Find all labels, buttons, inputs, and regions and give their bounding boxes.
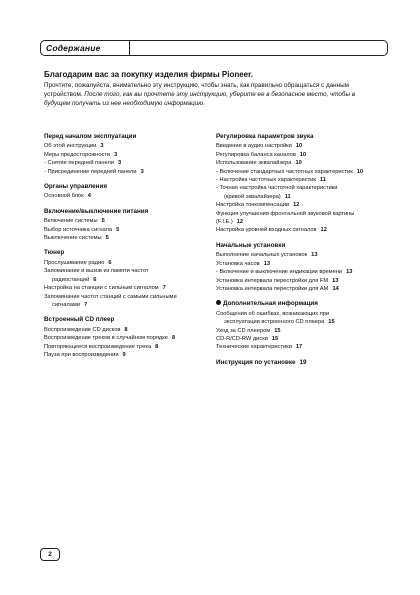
toc-page-number: 19: [299, 358, 307, 366]
toc-page-number: 5: [105, 235, 109, 242]
toc-entry-text: Регулировка баланса каналов: [216, 151, 296, 158]
toc-page-number: 3: [114, 151, 118, 158]
toc-section: [44, 316, 214, 359]
toc-entry-text: - Включение и выключение индикации времени: [216, 269, 343, 276]
toc-entry[interactable]: [216, 335, 386, 343]
toc-section: [216, 359, 386, 367]
toc-page-number: 10: [295, 160, 302, 167]
toc-section: [216, 300, 386, 351]
toc-page-number: 15: [271, 335, 279, 342]
toc-page-number: 11: [284, 193, 291, 200]
toc-entry[interactable]: [44, 226, 214, 234]
toc-page-number: 7: [83, 301, 88, 308]
toc-entry-text: Использование эквалайзера: [216, 160, 292, 167]
toc-page-number: 8: [124, 326, 128, 333]
toc-page-number: 13: [346, 269, 353, 276]
toc-entry-text: (F.I.E.): [216, 219, 233, 226]
header-title: Содержание: [46, 43, 101, 53]
toc-entry[interactable]: [44, 168, 214, 176]
toc-entry[interactable]: [216, 176, 386, 184]
toc-section-title-text: Начальные установки: [216, 241, 286, 249]
toc-section: [44, 208, 214, 243]
toc-section-title-text: Дополнительная информация: [223, 300, 318, 308]
toc-entry[interactable]: [44, 343, 214, 351]
toc-entry-text: Настройка тонкомпенсации: [216, 202, 290, 209]
toc-entry[interactable]: [44, 151, 214, 159]
toc-entry[interactable]: [216, 226, 386, 234]
toc-section: [44, 133, 214, 176]
toc-entry[interactable]: [216, 168, 386, 176]
toc-section-title[interactable]: [44, 183, 214, 191]
toc-entry-text: радиостанций: [52, 276, 90, 283]
toc-entry[interactable]: [44, 267, 214, 275]
header-divider: [129, 41, 130, 55]
toc-entry[interactable]: [44, 326, 214, 334]
toc-entry-text: Основной блок: [44, 193, 84, 200]
toc-entry-text: Воспроизведение треков в случайном порядке: [44, 335, 168, 342]
toc-entry-text: Установка интервала перестройки для AM: [216, 285, 329, 292]
toc-page-number: 8: [171, 335, 176, 342]
toc-page-number: 13: [263, 260, 271, 267]
toc-entry[interactable]: [44, 192, 214, 200]
thanks-title: Благодарим вас за покупку изделия фирмы Pioneer.: [44, 70, 254, 79]
toc-page-number: 4: [87, 193, 91, 200]
toc-entry[interactable]: [44, 234, 214, 242]
intro-paragraph: [44, 81, 380, 109]
toc-section-title-text: Регулировка параметров звука: [216, 133, 314, 140]
intro-italic: После того, как вы прочтете эту инструкцию, уберите ее в безопасное место, чтобы в будущем получать из нее необходимую информацию.: [44, 91, 356, 108]
toc-entry-text: Настройка уровней входных сигналов: [216, 227, 317, 234]
toc-page-number: 3: [140, 168, 144, 175]
toc-section-title[interactable]: [216, 242, 386, 250]
toc-page-number: 13: [332, 277, 339, 284]
toc-section: [216, 133, 386, 235]
toc-page-number: 6: [93, 276, 97, 283]
toc-entry-text: Об этой инструкции: [44, 143, 97, 150]
toc-entry[interactable]: [44, 159, 214, 167]
toc-entry-text: Установка интервала перестройки для FM: [216, 277, 329, 284]
toc-page-number: 3: [118, 160, 122, 167]
toc-entry[interactable]: [44, 293, 214, 301]
toc-entry-text: Настройка на станции с сильным сигналом: [44, 285, 159, 292]
toc-entry-text: Уход за CD плеером: [216, 327, 271, 334]
toc-section-title[interactable]: [44, 133, 214, 141]
toc-page-number: 12: [236, 219, 244, 226]
toc-page-number: 6: [108, 259, 112, 266]
toc-entry[interactable]: [216, 277, 386, 285]
toc-entry[interactable]: [216, 327, 386, 335]
toc-entry-text: Технические характеристики: [216, 344, 292, 351]
toc-entry[interactable]: [44, 259, 214, 267]
toc-section-title-text: Перед началом эксплуатации: [44, 133, 137, 140]
toc-section-title[interactable]: [44, 316, 214, 324]
toc-section-title[interactable]: [44, 208, 214, 216]
toc-entry[interactable]: [216, 318, 386, 326]
toc-page-number: 14: [332, 285, 339, 292]
toc-page-number: 8: [155, 343, 159, 350]
toc-entry-text: эксплуатации встроенного CD плеера: [224, 319, 325, 326]
toc-entry[interactable]: [44, 351, 214, 359]
toc-entry-text: Выполнение начальных установок: [216, 252, 308, 259]
toc-page-number: 7: [162, 285, 166, 292]
toc-section-title-text: Встроенный CD плеер: [44, 316, 115, 324]
toc-entry-text: сигналами: [52, 301, 80, 308]
toc-page-number: 10: [295, 143, 303, 150]
page-number: 2: [40, 548, 60, 561]
toc-entry-text: Введение в аудио настройки: [216, 143, 292, 150]
toc-page-number: 10: [356, 168, 364, 175]
toc-page-number: 10: [299, 151, 307, 158]
toc-left-column: [44, 133, 214, 366]
toc-entry-text: - Настройка частотных характеристик: [216, 177, 316, 184]
bullet-dot-icon: [216, 300, 221, 305]
toc-entry[interactable]: [216, 159, 386, 167]
toc-entry-text: Прослушивание радио: [44, 259, 105, 266]
toc-section-title[interactable]: [44, 249, 214, 257]
intro-normal: Прочтите, пожалуйста, внимательно эту инструкцию, чтобы знать, как правильно обращаться с данным устройством.: [44, 82, 349, 99]
toc-entry-text: Меры предосторожности: [44, 151, 111, 158]
toc-page-number: 15: [274, 327, 281, 334]
section-header: [40, 40, 388, 56]
toc-page-number: 5: [101, 218, 105, 225]
toc-entry[interactable]: [216, 268, 386, 276]
toc-page-number: 5: [116, 226, 120, 233]
toc-entry[interactable]: [216, 285, 386, 293]
toc-entry-text: Включение системы: [44, 218, 98, 225]
toc-entry-text: Пауза при воспроизведении: [44, 351, 119, 358]
toc-section-title[interactable]: [216, 133, 386, 141]
toc-entry[interactable]: [216, 260, 386, 268]
toc-entry[interactable]: [44, 217, 214, 225]
toc-section-title-text: Инструкция по установке: [216, 358, 296, 366]
toc-entry-text: Выключение системы: [44, 235, 102, 242]
toc-section-title-text: Включение/выключение питания: [44, 207, 149, 215]
toc-entry-text: Запоминание частот станций с самыми сильными: [44, 293, 177, 300]
toc-entry[interactable]: [44, 276, 214, 284]
toc-entry-text: Воспроизведение CD дисков: [44, 326, 121, 333]
toc-entry-text: Повторяющееся воспроизведение трека: [44, 343, 152, 350]
toc-section: [44, 183, 214, 201]
toc-section: [44, 249, 214, 309]
toc-entry[interactable]: [44, 301, 214, 309]
toc-entry[interactable]: [216, 310, 386, 318]
toc-entry[interactable]: [216, 193, 386, 201]
toc-section-title-text: Тюнер: [44, 249, 65, 257]
toc-entry-text: (кривой эквалайзера): [224, 193, 281, 200]
toc-entry[interactable]: [216, 251, 386, 259]
toc-entry-text: - Включение стандартных частотных характеристик: [216, 168, 353, 175]
toc-page-number: 11: [319, 177, 326, 184]
toc-entry-text: - Снятие передней панели: [44, 160, 115, 167]
toc-entry[interactable]: [44, 284, 214, 292]
toc-page-number: 17: [295, 344, 303, 351]
toc-entry[interactable]: [216, 343, 386, 351]
toc-page-number: 15: [328, 319, 335, 326]
toc-right-column: [216, 133, 386, 374]
toc-entry-text: Сообщения об ошибках, возникающих при: [216, 310, 330, 317]
toc-page-number: 13: [311, 252, 318, 259]
toc-entry[interactable]: [44, 334, 214, 342]
toc-entry[interactable]: [216, 142, 386, 150]
toc-entry-text: - Присоединение передней панели: [44, 168, 137, 175]
toc-entry[interactable]: [44, 142, 214, 150]
toc-page-number: 3: [100, 143, 104, 150]
toc-entry-text: CD-R/CD-RW диски: [216, 335, 268, 342]
toc-section: [216, 242, 386, 293]
toc-page-number: 12: [293, 202, 300, 209]
toc-section-title-text: Органы управления: [44, 183, 108, 191]
toc-entry[interactable]: [216, 218, 386, 226]
toc-page-number: 12: [320, 227, 327, 234]
toc-section-title[interactable]: [216, 300, 386, 308]
toc-entry-text: Установка часов: [216, 260, 260, 267]
toc-section-title[interactable]: [216, 359, 386, 367]
toc-entry[interactable]: [216, 201, 386, 209]
toc-page-number: 9: [122, 351, 126, 358]
toc-entry[interactable]: [216, 184, 386, 192]
toc-entry-text: - Точная настройка частотной характеристики: [216, 185, 338, 192]
toc-entry-text: Выбор источника сигнала: [44, 226, 113, 233]
toc-entry-text: Функция улучшения фронтальной звуковой картины: [216, 210, 355, 217]
toc-entry[interactable]: [216, 210, 386, 218]
toc-entry-text: Запоминание и вызов из памяти частот: [44, 268, 149, 275]
toc-entry[interactable]: [216, 151, 386, 159]
